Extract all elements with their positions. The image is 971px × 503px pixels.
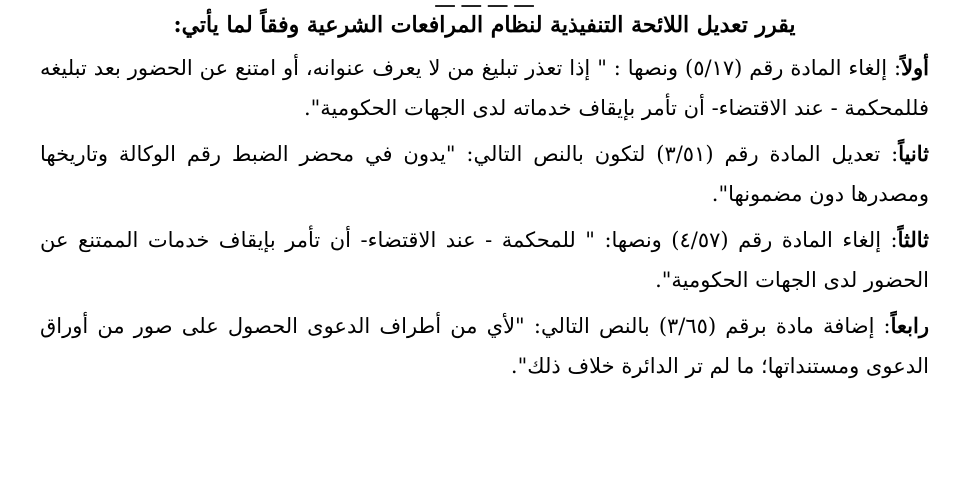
item-fourth-lead: رابعاً [890,313,929,338]
item-second-lead: ثانياً [898,141,930,166]
decision-heading: يقرر تعديل اللائحة التنفيذية لنظام المرافعات الشرعية وفقاً لما يأتي: [173,12,796,38]
item-first-lead: أولاً [901,55,930,80]
item-first [40,48,929,128]
item-first-text: : إلغاء المادة رقم (٥/١٧) ونصها : " إذا تعذر تبليغ من لا يعرف عنوانه، أو امتنع عن الحضور بعد تبليغه فللمحكمة - عند الاقتضاء- أن تأمر بإيقاف خدماته لدى الجهات الحكومية". [40,56,929,120]
item-third-lead: ثالثاً [897,227,929,252]
cut-off-top-line: ـــ ـــ ـــ ـــ [435,0,534,13]
item-third [40,220,929,300]
item-second-text: : تعديل المادة رقم (٣/٥١) لتكون بالنص التالي: "يدون في محضر الضبط رقم الوكالة وتاريخها ومصدرها دون مضمونها". [40,142,929,206]
item-third-text: : إلغاء المادة رقم (٤/٥٧) ونصها: " للمحكمة - عند الاقتضاء- أن تأمر بإيقاف خدمات الممتنع عن الحضور لدى الجهات الحكومية". [40,228,929,292]
item-second [40,134,929,214]
item-fourth [40,306,929,386]
item-fourth-text: : إضافة مادة برقم (٣/٦٥) بالنص التالي: "لأي من أطراف الدعوى الحصول على صور من أوراق الدعوى ومستنداتها؛ ما لم تر الدائرة خلاف ذلك". [40,314,929,378]
document-body [40,0,929,392]
